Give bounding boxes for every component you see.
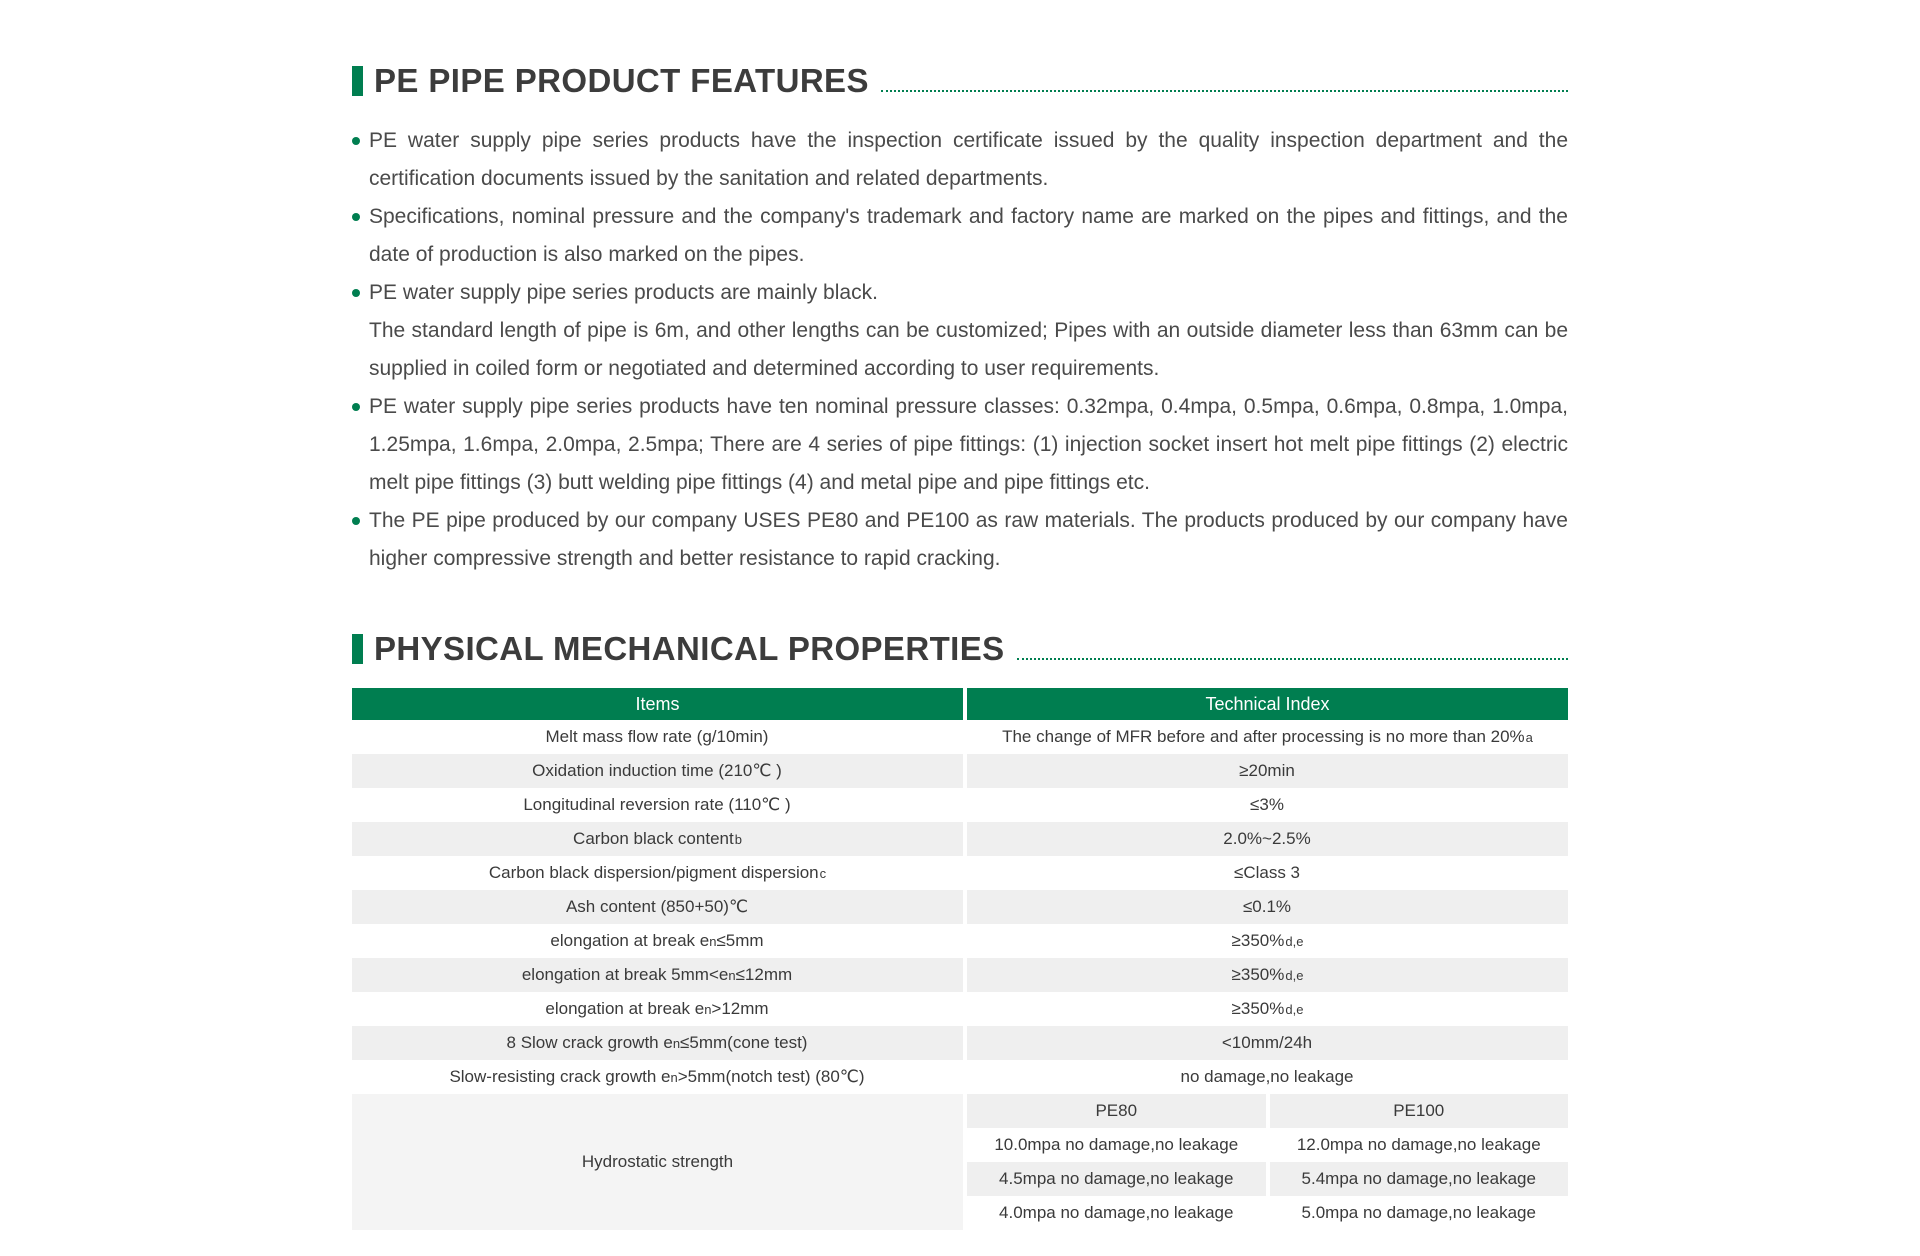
green-bar-icon xyxy=(352,634,363,664)
table-row xyxy=(352,958,1568,992)
table-row xyxy=(352,754,1568,788)
bullet-dot-icon xyxy=(352,403,360,411)
item-cell: Oxidation induction time (210℃ ) xyxy=(352,754,963,788)
value-cell: no damage,no leakage xyxy=(1180,1067,1354,1086)
item-cell: Ash content (850+50)℃ xyxy=(352,890,963,924)
value-cell: ≤Class 3 xyxy=(1233,863,1301,882)
feature-item xyxy=(352,198,1568,274)
table-row xyxy=(352,788,1568,822)
item-cell: Melt mass flow rate (g/10min) xyxy=(545,727,769,746)
pe100-header-cell: PE100 xyxy=(1270,1094,1569,1128)
item-cell: elongation at break e n >12mm xyxy=(545,999,769,1018)
table-header-row xyxy=(352,688,1568,720)
table-row xyxy=(352,856,1568,890)
features-section xyxy=(352,62,1568,578)
feature-item xyxy=(352,388,1568,502)
value-cell: ≥350% d,e xyxy=(1231,999,1304,1018)
hydro-row xyxy=(967,1196,1568,1230)
hydro-subheader-row xyxy=(967,1094,1568,1128)
table-row xyxy=(352,890,1568,924)
feature-item xyxy=(352,274,1568,388)
properties-table xyxy=(352,688,1568,1230)
bullet-dot-icon xyxy=(352,517,360,525)
feature-text: PE water supply pipe series products have the inspection certificate issued by the quality inspection department and the certification documents issued by the sanitation and related departments. xyxy=(369,129,1568,190)
features-heading xyxy=(352,62,1568,100)
value-cell: ≥20min xyxy=(967,754,1568,788)
green-bar-icon xyxy=(352,66,363,96)
dotted-rule xyxy=(881,90,1568,92)
technical-index-header-cell: Technical Index xyxy=(967,688,1568,720)
pe100-value-cell: 5.4mpa no damage,no leakage xyxy=(1270,1162,1569,1196)
bullet-dot-icon xyxy=(352,213,360,221)
feature-item xyxy=(352,502,1568,578)
hydrostatic-subtable xyxy=(967,1094,1568,1230)
table-row xyxy=(352,1026,1568,1060)
feature-text: The PE pipe produced by our company USES PE80 and PE100 as raw materials. The products produced by our company have higher compressive strength and better resistance to rapid cracking. xyxy=(369,509,1568,570)
item-cell: Slow-resisting crack growth e n >5mm(notch test) (80℃) xyxy=(449,1067,865,1086)
bullet-dot-icon xyxy=(352,289,360,297)
table-row xyxy=(352,924,1568,958)
value-cell: <10mm/24h xyxy=(967,1026,1568,1060)
table-body xyxy=(352,720,1568,1094)
properties-title: PHYSICAL MECHANICAL PROPERTIES xyxy=(374,630,1005,667)
pe100-value-cell: 5.0mpa no damage,no leakage xyxy=(1301,1203,1536,1222)
feature-text: Specifications, nominal pressure and the company's trademark and factory name are marked on the pipes and fittings, and the date of production is also marked on the pipes. xyxy=(369,205,1568,266)
value-cell: The change of MFR before and after processing is no more than 20% a xyxy=(1002,727,1533,746)
item-cell: Carbon black dispersion/pigment dispersion c xyxy=(488,863,827,882)
hydrostatic-label-cell: Hydrostatic strength xyxy=(352,1094,963,1230)
table-row xyxy=(352,720,1568,754)
item-cell: Carbon black content b xyxy=(352,822,963,856)
feature-text: PE water supply pipe series products are mainly black. xyxy=(369,281,878,304)
item-cell: Longitudinal reversion rate (110℃ ) xyxy=(523,795,791,814)
feature-text-continuation: The standard length of pipe is 6m, and other lengths can be customized; Pipes with an outside diameter less than 63mm can be supplied in coiled form or negotiated and determined according to user requirements. xyxy=(369,319,1568,380)
value-cell: 2.0%~2.5% xyxy=(967,822,1568,856)
hydro-row xyxy=(967,1162,1568,1196)
item-cell: elongation at break 5mm<e n ≤12mm xyxy=(352,958,963,992)
pe80-value-cell: 4.5mpa no damage,no leakage xyxy=(967,1162,1266,1196)
properties-heading xyxy=(352,630,1568,668)
page-content xyxy=(352,0,1568,1230)
feature-list xyxy=(352,122,1568,578)
value-cell: ≥350% d,e xyxy=(1231,931,1304,950)
feature-item xyxy=(352,122,1568,198)
feature-text: PE water supply pipe series products have ten nominal pressure classes: 0.32mpa, 0.4mpa, 0.5mpa, 0.6mpa, 0.8mpa, 1.0mpa, 1.25mpa, 1.6mpa, 2.0mpa, 2.5mpa; There are 4 series of pipe fittings: (1) injection socket insert hot melt pipe fittings (2) electric melt pipe fittings (3) butt welding pipe fittings (4) and metal pipe and pipe fittings etc. xyxy=(369,395,1568,494)
hydrostatic-block xyxy=(352,1094,1568,1230)
items-header-cell: Items xyxy=(352,688,963,720)
features-title: PE PIPE PRODUCT FEATURES xyxy=(374,62,869,99)
item-cell: elongation at break e n ≤5mm xyxy=(550,931,764,950)
bullet-dot-icon xyxy=(352,137,360,145)
value-cell: ≤0.1% xyxy=(967,890,1568,924)
hydro-row xyxy=(967,1128,1568,1162)
pe100-value-cell: 12.0mpa no damage,no leakage xyxy=(1296,1135,1541,1154)
item-cell: 8 Slow crack growth e n ≤5mm(cone test) xyxy=(352,1026,963,1060)
table-row xyxy=(352,822,1568,856)
pe80-header-cell: PE80 xyxy=(967,1094,1266,1128)
value-cell: ≥350% d,e xyxy=(967,958,1568,992)
dotted-rule xyxy=(1017,658,1568,660)
table-row xyxy=(352,1060,1568,1094)
pe80-value-cell: 10.0mpa no damage,no leakage xyxy=(994,1135,1239,1154)
table-row xyxy=(352,992,1568,1026)
value-cell: ≤3% xyxy=(1250,795,1284,814)
properties-section xyxy=(352,630,1568,1230)
pe80-value-cell: 4.0mpa no damage,no leakage xyxy=(999,1203,1234,1222)
